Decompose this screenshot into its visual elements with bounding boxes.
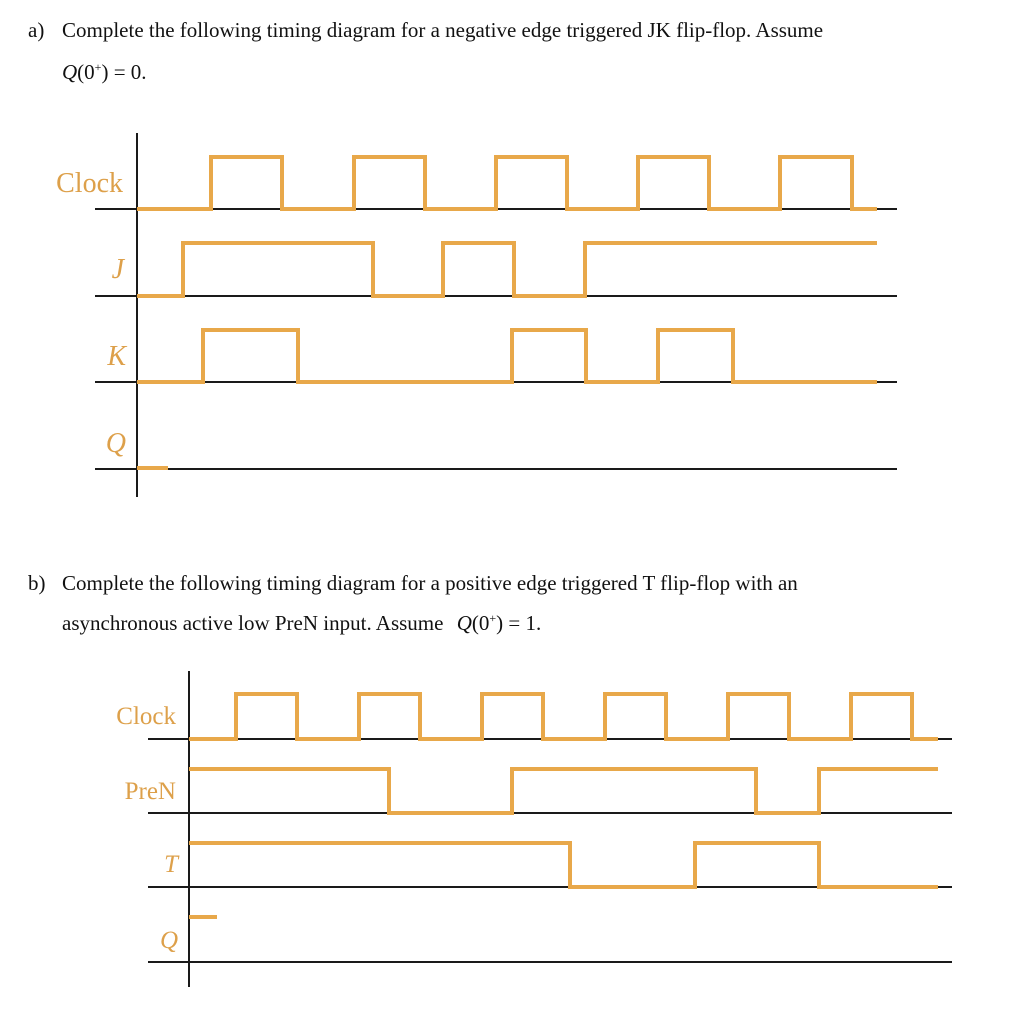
diagram-a-q-label: Q — [105, 428, 126, 459]
diagram-a-k-label: K — [107, 341, 126, 372]
part-a-marker: a) — [28, 18, 45, 42]
diagram-a-clock-label: Clock — [56, 168, 123, 199]
part-b-assumption-end: . — [536, 611, 542, 635]
diagram-a-j-waveform — [137, 243, 877, 296]
part-b-assumption-sup: + — [489, 611, 497, 625]
part-b-marker: b) — [28, 571, 46, 595]
diagram-b-pren-label: PreN — [124, 778, 176, 805]
diagram-b-pren-waveform — [189, 769, 938, 813]
part-a-assumption-close: ) = 0 — [101, 60, 142, 84]
diagram-b-clock-label: Clock — [116, 703, 176, 730]
part-b-assumption-var: Q — [456, 611, 472, 635]
diagram-b-clock-waveform — [189, 694, 938, 739]
part-a-assumption-open: (0 — [77, 60, 95, 84]
diagram-b-q-label: Q — [159, 927, 178, 954]
part-a-assumption-var: Q — [62, 60, 78, 84]
diagram-a-k-waveform — [137, 330, 877, 382]
diagram-a — [56, 133, 897, 497]
part-a-assumption-sup: + — [94, 60, 102, 74]
diagram-a-clock-waveform — [137, 157, 877, 209]
diagram-b-t-label: T — [164, 851, 178, 878]
diagram-a-j-label: J — [111, 254, 124, 285]
part-b-assumption-close: ) = 1 — [496, 611, 536, 635]
diagram-b-t-waveform — [189, 843, 938, 887]
part-b-question-text-2: asynchronous active low PreN input. Assume — [62, 611, 444, 635]
part-a-assumption-end: . — [141, 60, 147, 84]
diagram-b — [116, 671, 952, 987]
part-b-assumption-open: (0 — [471, 611, 490, 635]
part-b-question-text-1: Complete the following timing diagram for a positive edge triggered T flip-flop with an — [62, 571, 798, 595]
part-a-question-text: Complete the following timing diagram for a negative edge triggered JK flip-flop. Assume — [62, 18, 824, 42]
